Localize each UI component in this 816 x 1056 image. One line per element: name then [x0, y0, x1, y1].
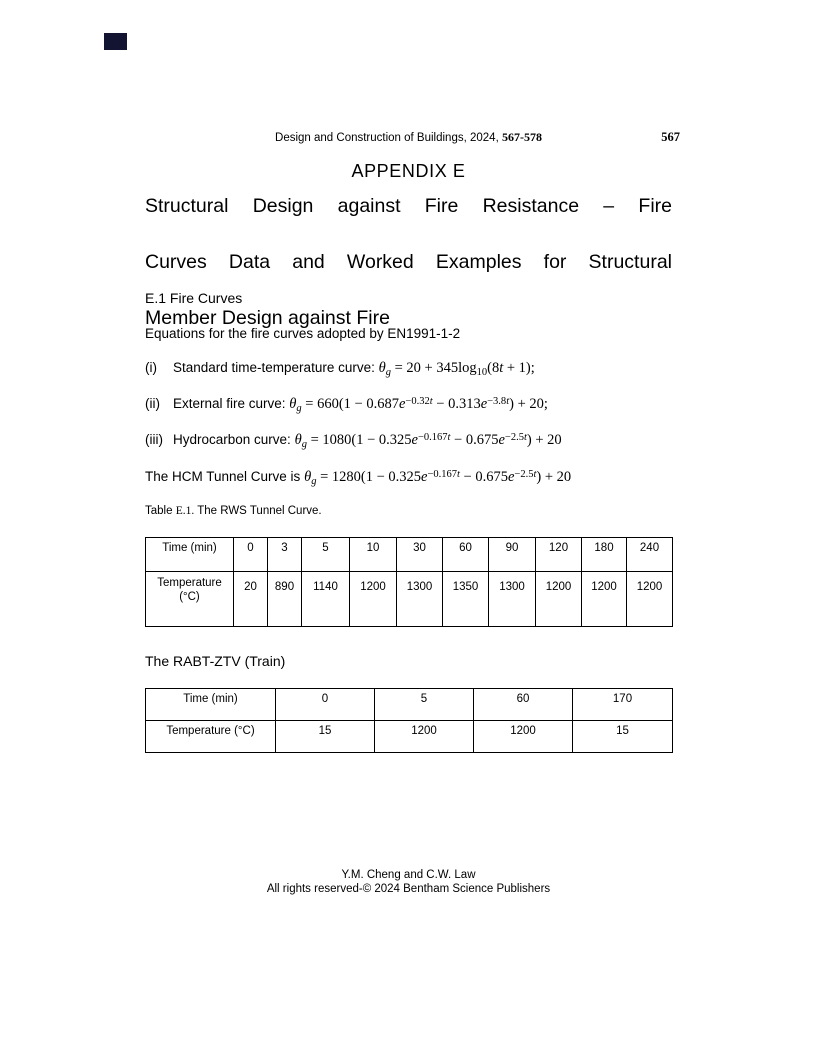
math-segment: e	[480, 396, 488, 412]
math-segment: e	[498, 432, 505, 448]
equation-math	[379, 360, 535, 376]
table-cell: 1300	[397, 572, 443, 627]
footer-authors: Y.M. Cheng and C.W. Law	[341, 869, 476, 881]
table-cell: 1350	[443, 572, 489, 627]
row-header-temperature-line1: Temperature	[157, 577, 222, 589]
math-segment: e	[411, 432, 418, 448]
math-segment: ) + 20	[526, 432, 562, 448]
math-segment: = 1080(1 − 0.325	[306, 432, 412, 448]
table-cell: 240	[627, 538, 673, 572]
table-cell: 3	[268, 538, 302, 572]
math-segment: t	[506, 395, 510, 407]
table-row-time	[146, 689, 673, 721]
math-segment: − 0.675	[459, 469, 508, 485]
document-title	[145, 192, 672, 332]
running-header-book: Design and Construction of Buildings, 2024,	[275, 132, 502, 144]
appendix-heading: APPENDIX E	[351, 161, 466, 181]
table-cell: 30	[397, 538, 443, 572]
equation-lead: Standard time-temperature curve:	[173, 360, 379, 375]
math-segment: g	[311, 476, 317, 487]
hcm-tunnel-curve-line	[145, 466, 705, 489]
math-segment: t	[447, 431, 451, 443]
table-cell: 1200	[582, 572, 627, 627]
corner-mark	[104, 33, 127, 50]
math-segment: −0.167	[427, 468, 457, 480]
math-segment: ) + 20	[536, 469, 572, 485]
math-segment: t	[499, 360, 504, 376]
title-line-1: Structural Design against Fire Resistance – Fire	[145, 195, 672, 217]
math-segment: θ	[289, 396, 297, 412]
running-header-title	[145, 130, 672, 145]
math-segment: θ	[304, 469, 312, 485]
table-cell: 5	[375, 689, 474, 721]
title-line-3: Member Design against Fire	[145, 307, 390, 329]
table-cell: 1200	[536, 572, 582, 627]
math-segment: −2.5	[504, 431, 524, 443]
hcm-math	[304, 469, 571, 485]
table-cell: 180	[582, 538, 627, 572]
equation-lead: External fire curve:	[173, 396, 290, 411]
math-segment: = 20 + 345log	[390, 360, 477, 376]
table-cell: 1200	[474, 721, 573, 753]
math-segment: g	[301, 439, 307, 450]
math-segment: −0.167	[417, 431, 448, 443]
table-cell: 1300	[489, 572, 536, 627]
equation-label: (iii)	[145, 432, 163, 447]
table-cell: 15	[276, 721, 375, 753]
section-heading: E.1 Fire Curves	[145, 290, 243, 306]
math-segment: 10	[476, 367, 488, 378]
hcm-lead: The HCM Tunnel Curve is	[145, 469, 305, 484]
math-segment: e	[398, 396, 406, 412]
equation-lead: Hydrocarbon curve:	[173, 432, 295, 447]
equation-external-curve	[145, 393, 705, 416]
math-segment: −3.8	[487, 395, 507, 407]
running-header-pages: 567-578	[501, 130, 542, 144]
math-segment: + 1);	[503, 360, 535, 376]
math-segment: θ	[378, 360, 386, 376]
equation-hydrocarbon-curve	[145, 429, 705, 452]
rabt-ztv-table	[145, 688, 673, 753]
intro-line: Equations for the fire curves adopted by EN1991-1-2	[145, 326, 461, 341]
math-segment: t	[429, 395, 433, 407]
row-header-temperature-line2: (°C)	[179, 591, 200, 603]
table-cell: 1140	[302, 572, 350, 627]
equation-body	[173, 357, 535, 380]
math-segment: t	[456, 468, 460, 480]
footer-copyright: All rights reserved-© 2024 Bentham Science Publishers	[266, 883, 551, 895]
math-segment: ) + 20;	[509, 396, 548, 412]
equation-math	[289, 396, 548, 412]
equation-standard-curve	[145, 357, 705, 380]
math-segment: = 1280(1 − 0.325	[316, 469, 421, 485]
table-row-temperature	[146, 572, 673, 627]
equation-label: (ii)	[145, 396, 160, 411]
math-segment: θ	[294, 432, 302, 448]
equation-body	[173, 429, 562, 452]
caption-number: E.1.	[175, 505, 195, 517]
table-cell: 5	[302, 538, 350, 572]
table-cell: 0	[234, 538, 268, 572]
table-cell: 60	[474, 689, 573, 721]
math-segment: − 0.675	[450, 432, 499, 448]
table-cell: 1200	[627, 572, 673, 627]
table-cell: 15	[573, 721, 673, 753]
table-row-time	[146, 538, 673, 572]
caption-post: The RWS Tunnel Curve.	[194, 505, 322, 517]
running-header	[145, 130, 680, 146]
table-cell: 120	[536, 538, 582, 572]
table-cell: 20	[234, 572, 268, 627]
math-segment: −0.32	[405, 395, 430, 407]
math-segment: g	[296, 403, 302, 414]
caption-pre: Table	[145, 505, 176, 517]
table-cell: 1200	[350, 572, 397, 627]
rws-tunnel-curve-table	[145, 537, 673, 627]
table-cell: 90	[489, 538, 536, 572]
math-segment: = 660(1 − 0.687	[301, 396, 399, 412]
table-caption	[145, 505, 322, 517]
row-header-time: Time (min)	[146, 689, 276, 721]
equation-label: (i)	[145, 360, 157, 375]
table-cell: 60	[443, 538, 489, 572]
row-header-temperature: Temperature (°C)	[146, 721, 276, 753]
math-segment: (8	[487, 360, 500, 376]
equation-math	[295, 432, 562, 448]
table-cell: 890	[268, 572, 302, 627]
row-header-time: Time (min)	[146, 538, 234, 572]
page-number: 567	[661, 130, 680, 144]
page-footer	[145, 868, 672, 896]
table-cell: 0	[276, 689, 375, 721]
table-row-temperature	[146, 721, 673, 753]
equation-body	[173, 393, 548, 416]
math-segment: e	[507, 469, 515, 485]
title-line-2: Curves Data and Worked Examples for Structural	[145, 251, 672, 273]
row-header-temperature	[146, 572, 234, 627]
math-segment: −2.5	[514, 468, 534, 480]
table-cell: 10	[350, 538, 397, 572]
math-segment: − 0.313	[432, 396, 481, 412]
rabt-ztv-heading: The RABT-ZTV (Train)	[145, 653, 286, 669]
table-cell: 170	[573, 689, 673, 721]
math-segment: g	[385, 367, 391, 378]
math-segment: e	[421, 469, 428, 485]
math-segment: t	[523, 431, 527, 443]
table-cell: 1200	[375, 721, 474, 753]
math-segment: t	[533, 468, 537, 480]
